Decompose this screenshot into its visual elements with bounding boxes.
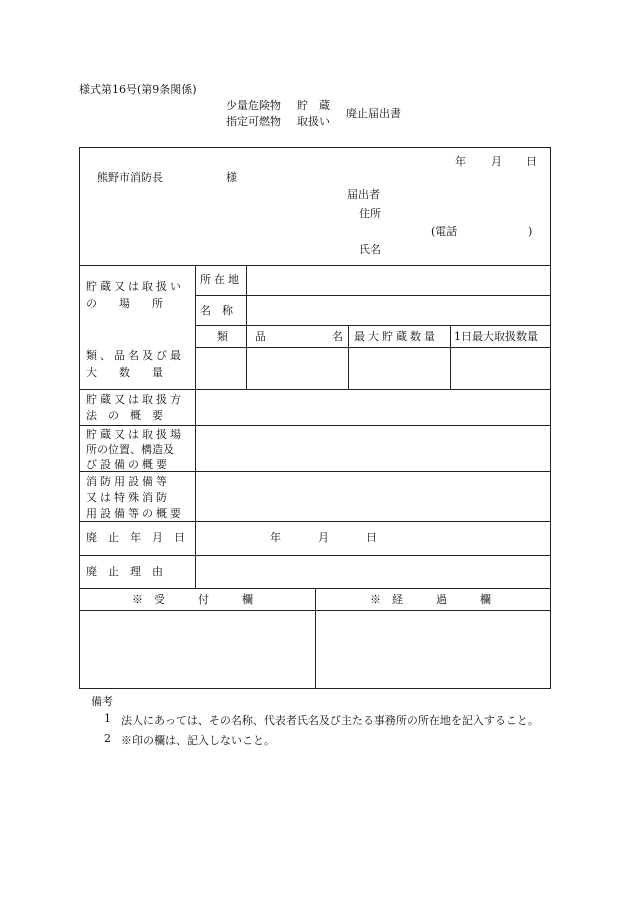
title-small-hazmat: 少量危険物 xyxy=(226,99,281,112)
abolish-day: 日 xyxy=(366,531,377,544)
abolish-reason-label: 廃 止 理 由 xyxy=(86,565,163,578)
progress-header: ※ 経 過 欄 xyxy=(370,593,491,606)
address-label: 住所 xyxy=(359,207,381,220)
phone-close: ) xyxy=(528,225,533,238)
name-label: 氏名 xyxy=(359,243,381,256)
page-title: 廃止届出書 xyxy=(346,107,401,120)
col-kind: 類 xyxy=(217,330,228,343)
kind-label-2: 大 数 量 xyxy=(86,366,163,379)
honorific: 様 xyxy=(226,171,237,184)
note-1: 法人にあっては、その名称、代表者氏名及び主たる事務所の所在地を記入すること。 xyxy=(121,714,539,727)
facility-label-2: 所の位置、構造及 xyxy=(86,443,174,456)
date-year: 年 xyxy=(455,155,466,168)
date-month: 月 xyxy=(491,155,502,168)
title-handling: 取扱い xyxy=(297,115,330,128)
fire-label-3: 用設備等の概要 xyxy=(86,507,184,520)
addressee: 熊野市消防長 xyxy=(97,171,163,184)
abolish-month: 月 xyxy=(318,531,329,544)
note-1-number: 1 xyxy=(104,712,111,725)
method-label-1: 貯蔵又は取扱方 xyxy=(86,393,184,406)
notes-title: 備考 xyxy=(91,695,113,708)
phone-open: (電話 xyxy=(431,225,458,238)
abolish-year: 年 xyxy=(270,531,281,544)
applicant-label: 届出者 xyxy=(347,188,380,201)
kind-label-1: 類、品名及び最 xyxy=(86,349,184,362)
fire-label-1: 消防用設備等 xyxy=(86,475,170,488)
abolish-date-label: 廃 止 年 月 日 xyxy=(86,531,185,544)
col-max-storage: 最大貯蔵数量 xyxy=(354,330,438,343)
form-number: 様式第16号(第9条関係) xyxy=(79,83,197,96)
col-name: 名 xyxy=(332,330,343,343)
form-table xyxy=(79,147,551,689)
title-storage: 貯 蔵 xyxy=(297,99,330,112)
place-label-2: の 場 所 xyxy=(86,297,163,310)
title-designated-combustible: 指定可燃物 xyxy=(226,115,281,128)
col-max-daily: 1日最大取扱数量 xyxy=(454,330,538,343)
facility-label-3: び設備の概要 xyxy=(86,458,170,471)
reception-header: ※ 受 付 欄 xyxy=(132,593,253,606)
place-label-1: 貯蔵又は取扱い xyxy=(86,280,184,293)
date-day: 日 xyxy=(526,155,537,168)
place-location-label: 所在地 xyxy=(200,273,242,286)
place-name-label: 名 称 xyxy=(200,304,233,317)
note-2: ※印の欄は、記入しないこと。 xyxy=(121,734,275,747)
col-item: 品 xyxy=(255,330,266,343)
method-label-2: 法 の 概 要 xyxy=(86,409,163,422)
fire-label-2: 又は特殊消防 xyxy=(86,491,170,504)
facility-label-1: 貯蔵又は取扱場 xyxy=(86,428,184,441)
note-2-number: 2 xyxy=(104,732,111,745)
